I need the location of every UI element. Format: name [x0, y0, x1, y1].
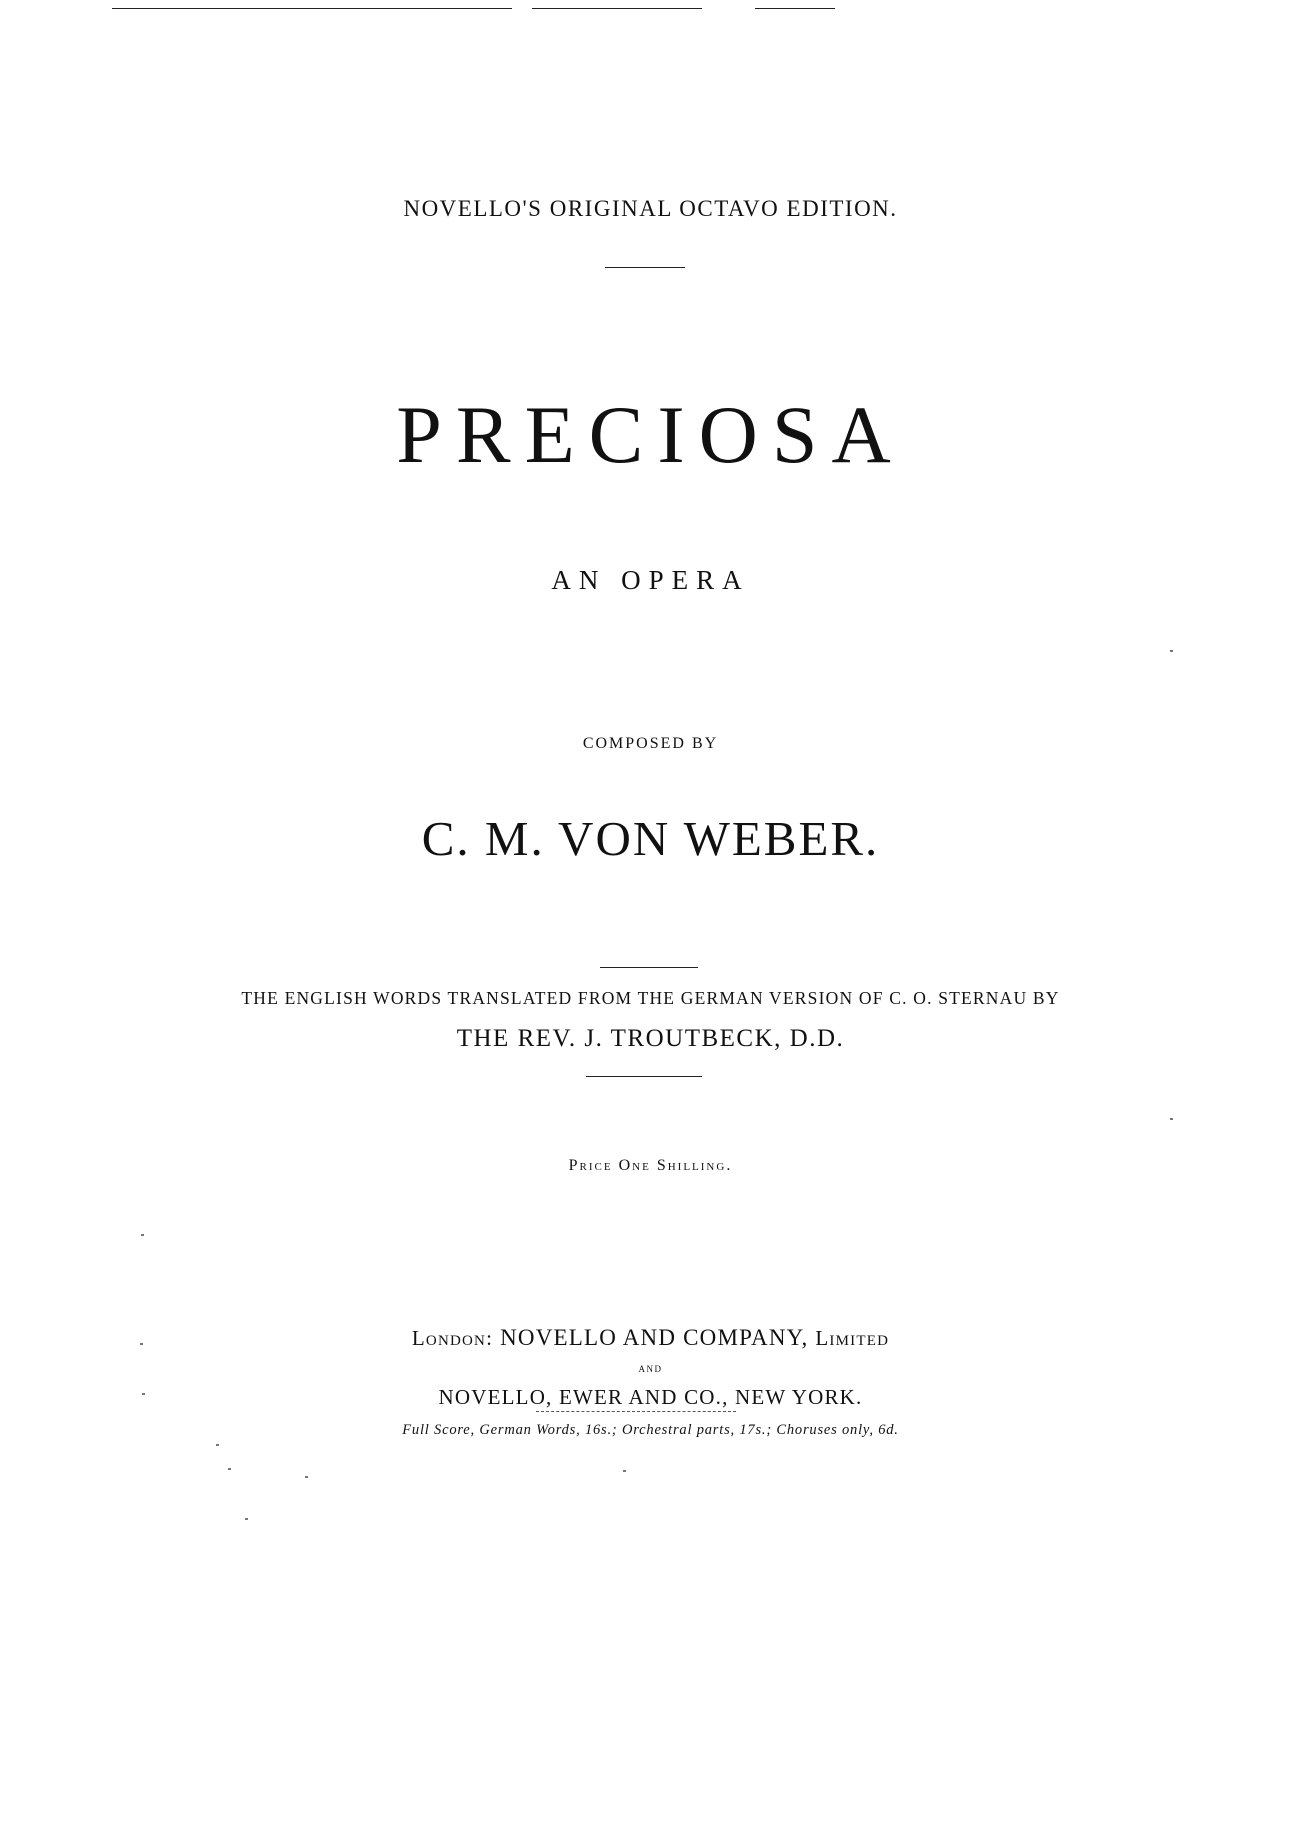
- scan-speck: [141, 1234, 144, 1236]
- subtitle: AN OPERA: [551, 565, 750, 595]
- translator-divider: [586, 1076, 702, 1077]
- scan-speck: [228, 1468, 231, 1470]
- scan-speck: [305, 1476, 308, 1478]
- scan-speck: [216, 1444, 219, 1446]
- london-publisher-name: NOVELLO AND COMPANY,: [500, 1325, 809, 1350]
- publisher-divider: [536, 1411, 736, 1412]
- composer-divider: [600, 967, 698, 968]
- composed-by-label: COMPOSED BY: [582, 735, 719, 752]
- publisher-london: [0, 1325, 1301, 1351]
- publisher-newyork: NOVELLO, EWER AND CO., NEW YORK.: [438, 1385, 863, 1409]
- london-label: London:: [411, 1326, 494, 1350]
- top-border-rule: [532, 8, 702, 9]
- limited-label: Limited: [815, 1326, 890, 1350]
- translation-credit: THE ENGLISH WORDS TRANSLATED FROM THE GERMAN VERSION OF C. O. STERNAU BY: [241, 988, 1060, 1008]
- translator-name: THE REV. J. TROUTBECK, D.D.: [456, 1025, 845, 1052]
- scan-speck: [1170, 650, 1173, 652]
- scan-speck: [245, 1518, 248, 1520]
- scan-speck: [1170, 1118, 1173, 1120]
- top-border-rule: [755, 8, 835, 9]
- publisher-and: and: [638, 1360, 663, 1375]
- composer-name: C. M. VON WEBER.: [421, 811, 880, 866]
- top-border-rule: [112, 8, 512, 9]
- scan-speck: [623, 1470, 626, 1472]
- edition-divider: [605, 267, 685, 268]
- scan-speck: [142, 1393, 145, 1395]
- opera-title: PRECIOSA: [396, 389, 905, 480]
- price-line: Price One Shilling.: [568, 1157, 733, 1174]
- edition-line: NOVELLO'S ORIGINAL OCTAVO EDITION.: [403, 196, 898, 221]
- scan-speck: [140, 1343, 143, 1345]
- score-prices: Full Score, German Words, 16s.; Orchestral parts, 17s.; Choruses only, 6d.: [402, 1422, 899, 1438]
